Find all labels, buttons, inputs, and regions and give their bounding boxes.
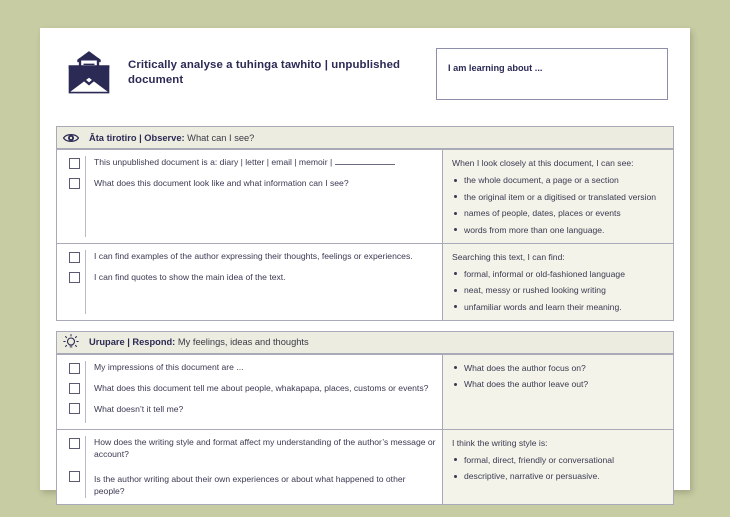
list-item: the whole document, a page or a section xyxy=(452,174,665,186)
response-list xyxy=(452,268,665,313)
checkbox-group xyxy=(63,361,85,423)
section-observe-title-rest: What can I see? xyxy=(184,132,255,143)
list-item: words from more than one language. xyxy=(452,224,665,236)
table-row xyxy=(57,429,673,504)
table-row xyxy=(57,243,673,320)
table-row xyxy=(57,354,673,429)
question-list xyxy=(85,156,442,237)
section-respond-header xyxy=(57,332,673,354)
section-observe-title xyxy=(89,133,254,143)
table-row xyxy=(57,149,673,243)
checkbox[interactable] xyxy=(69,403,80,414)
lightbulb-icon xyxy=(63,334,79,350)
response-cell xyxy=(443,150,673,243)
worksheet-header xyxy=(56,42,674,116)
questions-cell xyxy=(57,150,443,243)
section-observe xyxy=(56,126,674,321)
response-cell xyxy=(443,355,673,429)
list-item: What does the author focus on? xyxy=(452,362,665,374)
worksheet-page xyxy=(40,28,690,497)
question-item: I can find quotes to show the main idea of the text. xyxy=(94,271,286,282)
section-respond xyxy=(56,331,674,505)
learning-about-field[interactable] xyxy=(436,48,668,100)
response-list xyxy=(452,454,665,483)
question-list xyxy=(85,361,442,423)
section-observe-title-bold: Āta tirotiro | Observe: xyxy=(89,132,185,143)
checkbox-group xyxy=(63,156,85,237)
checkbox[interactable] xyxy=(69,438,80,449)
question-item xyxy=(94,156,436,168)
response-cell xyxy=(443,430,673,504)
open-envelope-document-icon xyxy=(64,48,114,98)
question-list xyxy=(85,436,442,498)
checkbox[interactable] xyxy=(69,272,80,283)
response-cell xyxy=(443,244,673,320)
list-item: descriptive, narrative or persuasive. xyxy=(452,470,665,482)
question-item: I can find examples of the author expressing their thoughts, feelings or experiences. xyxy=(94,250,413,261)
question-list xyxy=(85,250,442,314)
question-text: This unpublished document is a: diary | letter | email | memoir | xyxy=(94,157,335,167)
section-respond-title-rest: My feelings, ideas and thoughts xyxy=(175,337,309,348)
write-in-blank[interactable] xyxy=(335,157,395,165)
response-list xyxy=(452,362,665,391)
questions-cell xyxy=(57,244,443,320)
list-item: formal, informal or old-fashioned language xyxy=(452,268,665,280)
question-item: What does this document look like and what information can I see? xyxy=(94,178,349,189)
checkbox[interactable] xyxy=(69,383,80,394)
response-lead: When I look closely at this document, I can see: xyxy=(452,158,634,168)
section-respond-title xyxy=(89,337,309,347)
question-item: Is the author writing about their own experiences or about what happened to other people? xyxy=(94,474,406,497)
checkbox[interactable] xyxy=(69,178,80,189)
page-title: Critically analyse a tuhinga tawhito | unpublished document xyxy=(128,59,401,86)
list-item: neat, messy or rushed looking writing xyxy=(452,284,665,296)
checkbox[interactable] xyxy=(69,363,80,374)
checkbox[interactable] xyxy=(69,158,80,169)
response-lead: Searching this text, I can find: xyxy=(452,251,565,262)
question-item: How does the writing style and format affect my understanding of the author’s message or account? xyxy=(94,436,436,459)
question-item: My impressions of this document are ... xyxy=(94,361,244,372)
questions-cell xyxy=(57,430,443,504)
section-respond-title-bold: Urupare | Respond: xyxy=(89,337,176,348)
learning-about-label: I am learning about ... xyxy=(448,63,543,73)
list-item: names of people, dates, places or events xyxy=(452,207,665,219)
checkbox[interactable] xyxy=(69,471,80,482)
eye-icon xyxy=(63,130,79,146)
questions-cell xyxy=(57,355,443,429)
list-item: What does the author leave out? xyxy=(452,378,665,390)
list-item: formal, direct, friendly or conversational xyxy=(452,454,665,466)
question-item: What doesn’t it tell me? xyxy=(94,404,184,415)
checkbox[interactable] xyxy=(69,252,80,263)
checkbox-group xyxy=(63,436,85,498)
response-list xyxy=(452,174,665,236)
question-item: What does this document tell me about people, whakapapa, places, customs or events? xyxy=(94,382,429,393)
list-item: the original item or a digitised or translated version xyxy=(452,191,665,203)
list-item: unfamiliar words and learn their meaning. xyxy=(452,301,665,313)
response-lead: I think the writing style is: xyxy=(452,437,548,448)
checkbox-group xyxy=(63,250,85,314)
section-observe-header xyxy=(57,127,673,149)
